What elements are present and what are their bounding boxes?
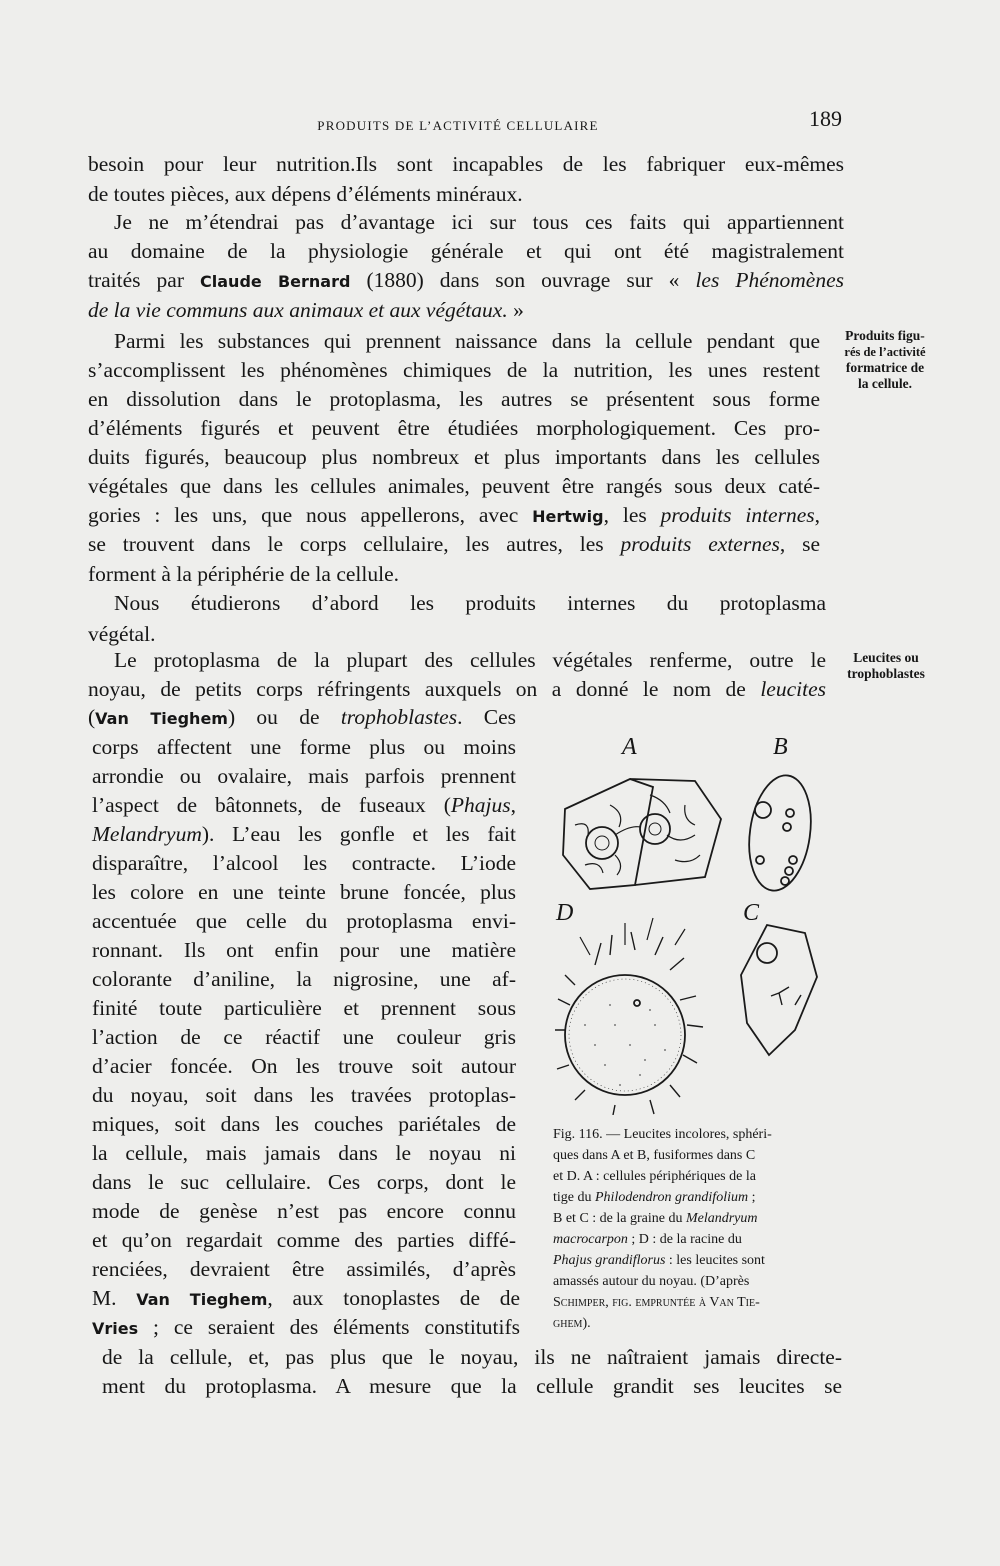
text-line: forment à la périphérie de la cellule. [88,562,399,586]
text-line: de toutes pièces, aux dépens d’éléments minéraux. [88,182,523,206]
page-number: 189 [809,106,842,131]
figure-caption-line: ghem). [553,1316,591,1331]
figure-label-d: D [556,900,574,926]
text-line: ronnant. Ils ont enfin pour une matière [92,938,516,962]
author-name: Van Tieghem [136,1290,268,1309]
margin-note-products: Produits figu- rés de l’activité formatrice de la cellule. [844,328,926,391]
text-line: Le protoplasma de la plupart des cellules végétales renferme, outre le [114,648,826,672]
text-line: M. Van Tieghem, aux tonoplastes de de [92,1286,520,1310]
text-line: ment du protoplasma. A mesure que la cellule grandit ses leucites se [102,1374,842,1398]
text-line: l’aspect de bâtonnets, de fuseaux (Phajus, [92,793,516,817]
figure-caption-line: B et C : de la graine du Melandryum [553,1211,758,1226]
author-name: Hertwig [532,507,604,526]
text-line: traités par Claude Bernard (1880) dans son ouvrage sur « les Phénomènes [88,268,844,292]
text-line: végétal. [88,622,156,646]
text-line: dans le suc cellulaire. Ces corps, dont le [92,1170,516,1194]
text-line: mode de genèse n’est pas encore connu [92,1199,516,1223]
cell-b [742,771,818,894]
figure-caption-line: Phajus grandiflorus : les leucites sont [553,1253,765,1268]
text-line: duits figurés, beaucoup plus nombreux et plus importants dans les cellules [88,445,820,469]
text-line: Nous étudierons d’abord les produits internes du protoplasma [114,591,826,615]
text-line: Melandryum). L’eau les gonfle et les fait [92,822,516,846]
text-line: au domaine de la physiologie générale et qui ont été magistralement [88,239,844,263]
text-line: Vries ; ce seraient des éléments constitutifs [92,1315,520,1339]
author-name: Vries [92,1319,139,1338]
text-line: la cellule, mais jamais dans le noyau ni [92,1141,516,1165]
text-line: corps affectent une forme plus ou moins [92,735,516,759]
text-line: renciées, devraient être assimilés, d’après [92,1257,516,1281]
text-line: de la cellule, et, pas plus que le noyau, ils ne naîtraient jamais directe- [102,1345,842,1369]
text-line: s’accomplissent les phénomènes chimiques de la nutrition, les unes restent [88,358,820,382]
figure-caption-line: tige du Philodendron grandifolium ; [553,1190,756,1205]
cell-c [741,925,817,1055]
text-line: miques, soit dans les couches pariétales de [92,1112,516,1136]
figure-label-c: C [743,900,760,926]
figure-caption-line: macrocarpon ; D : de la racine du [553,1232,742,1247]
text-line: végétales que dans les cellules animales, peuvent être rangés sous deux caté- [88,474,820,498]
text-line: noyau, de petits corps réfringents auxquels on a donné le nom de leucites [88,677,826,701]
text-line: l’action de ce réactif une couleur gris [92,1025,516,1049]
text-line: en dissolution dans le protoplasma, les autres se présentent sous forme [88,387,820,411]
text-line: de la vie communs aux animaux et aux végétaux. » [88,298,524,322]
figure-caption-line: et D. A : cellules périphériques de la [553,1169,756,1184]
text-line: se trouvent dans le corps cellulaire, les autres, les produits externes, se [88,532,820,556]
cell-group-a [563,779,721,889]
running-title: PRODUITS DE L’ACTIVITÉ CELLULAIRE [317,118,599,133]
author-name: Claude Bernard [200,272,351,291]
figure-caption-line: ques dans A et B, fusiformes dans C [553,1148,756,1163]
figure-caption-line: Schimper, fig. empruntée à Van Tie- [553,1295,760,1310]
text-line: (Van Tieghem) ou de trophoblastes. Ces [88,705,517,729]
text-line: Je ne m’étendrai pas d’avantage ici sur tous ces faits qui appartiennent [114,210,844,234]
margin-note-leucites: Leucites ou trophoblastes [847,650,925,681]
figure-caption-line: amassés autour du noyau. (D’après [553,1274,750,1289]
text-line: disparaître, l’alcool les contracte. L’iode [92,851,516,875]
cell-d [555,918,703,1115]
text-line: et qu’on regardait comme des parties diffé- [92,1228,516,1252]
figure-caption-line: Fig. 116. — Leucites incolores, sphéri- [553,1127,772,1142]
text-line: colorante d’aniline, la nigrosine, une af- [92,967,516,991]
text-line: besoin pour leur nutrition.Ils sont incapables de les fabriquer eux-mêmes [88,152,844,176]
text-line: finité toute particulière et prennent sous [92,996,516,1020]
text-line: accentuée que celle du protoplasma envi- [92,909,516,933]
figure-label-a: A [622,734,637,760]
author-name: Van Tieghem [95,709,228,728]
text-line: d’acier foncée. On les trouve soit autour [92,1054,516,1078]
leucites-illustration [555,765,845,1115]
text-line: gories : les uns, que nous appellerons, avec Hertwig, les produits internes, [88,503,821,527]
figure-label-b: B [773,734,788,760]
text-line: d’éléments figurés et peuvent être étudiées morphologiquement. Ces pro- [88,416,820,440]
text-line: du noyau, soit dans les travées protoplas- [92,1083,516,1107]
text-line: Parmi les substances qui prennent naissance dans la cellule pendant que [114,329,820,353]
text-line: arrondie ou ovalaire, mais parfois prennent [92,764,516,788]
text-line: les colore en une teinte brune foncée, plus [92,880,516,904]
